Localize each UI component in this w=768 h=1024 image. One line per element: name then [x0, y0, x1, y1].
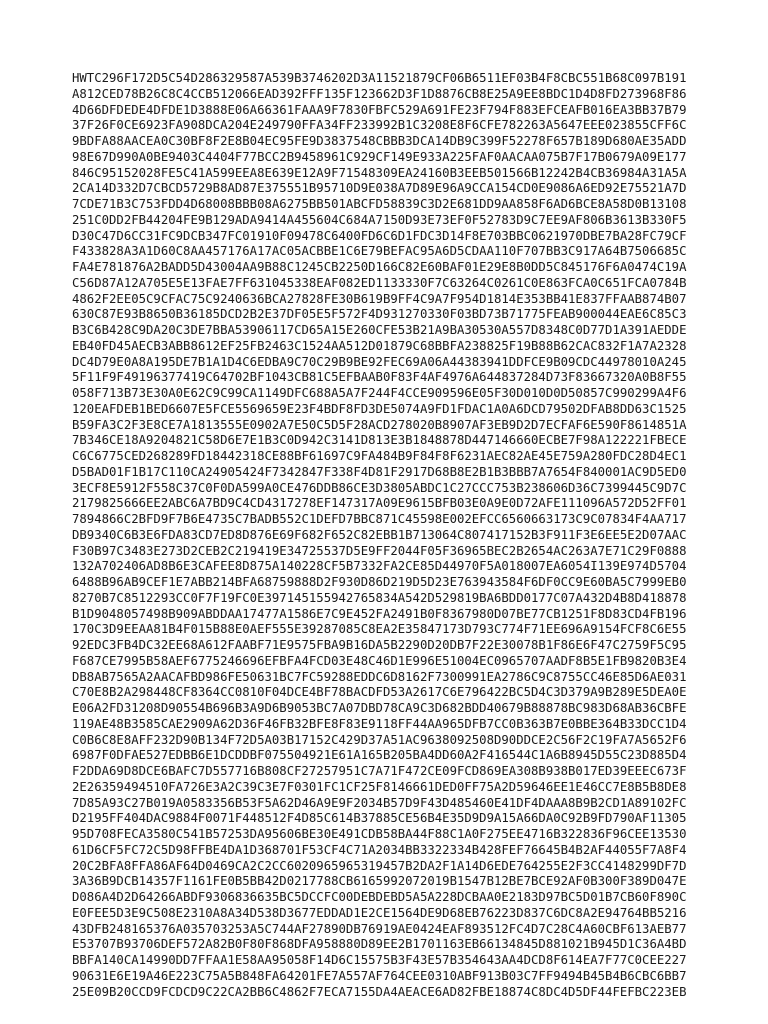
hex-line: D086A4D2D64266ABDF9306836635BC5DCCFC00DEBDEBD5A5A228DCBAA0E2183D97BC5D01B7CB60F890C: [72, 890, 687, 904]
hex-text-block: [72, 71, 702, 1000]
hex-line: EB40FD45AECB3ABB8612EF25FB2463C1524AA512D01879C68BBFA238825F19B88B62CAC832F1A7A2328: [72, 338, 687, 353]
hex-line: F687CE7995B58AEF6775246696EFBFA4FCD03E48C46D1E996E51004EC0965707AADF8B5E1FB9820B3E4: [72, 653, 687, 668]
hex-line: C70E8B2A298448CF8364CC0810F04DCE4BF78BACDFD53A2617C6E796422BC5D4C3D379A9B289E5DEA0E: [72, 685, 687, 700]
hex-line: 119AE48B3585CAE2909A62D36F46FB32BFE8F83E9118FF44AA965DFB7CC0B363B7E0BBE364B33DCC1D4: [72, 716, 687, 731]
hex-line: 7CDE71B3C753FDD4D68008BBB08A6275BB501ABCFD58839C3D2E681DD9AA858F6AD6BCE8A58D0B13108: [72, 197, 687, 211]
hex-line: C0B6C8E8AFF232D90B134F72D5A03B17152C429D37A51AC9638092508D90DDCE2C56F2C19FA7A5652F6: [72, 732, 687, 747]
hex-line: C56D87A12A705E5E13FAE7FF631045338EAF082ED1133330F7C63264C0261C0E863FCA0C651FCA0784B: [72, 275, 687, 290]
hex-line: 7D85A93C27B019A0583356B53F5A62D46A9E9F2034B57D9F43D485460E41DF4DAAA8B9B2CD1A89102FC: [72, 795, 687, 810]
hex-line: 2179825666EE2ABC6A7BD9C4CD4317278EF147317A09E9615BFB03E0A9E0D72AFE111096A572D52FF01: [72, 496, 687, 511]
hex-line: BBFA140CA14990DD7FFAA1E58AA95058F14D6C15575B3F43E57B354643AA4DCD8F614EA7F77C0CEE227: [72, 953, 687, 967]
hex-line: A812CED78B26C8C4CCB512066EAD392FFF135F123662D3F1D8876CB8E25A9EE8BDC1D4D8FD273968F86: [72, 86, 687, 101]
hex-line: D2195FF404DAC9884F0071F448512F4D85C614B37885CE56B4E35D9D9A15A66DA0C92B9FD790AF11305: [72, 811, 687, 826]
hex-line: B59FA3C2F3E8CE7A1813555E0902A7E50C5D5F28ACD278020B8907AF3EB9D2D7ECFAF6E590F8614851A: [72, 417, 687, 432]
hex-line: 3A36B9DCB14357F1161FE0B5BB42D0217788CB6165992072019B1547B12BE7BCE92AF0B300F389D047E: [72, 874, 687, 889]
hex-line: FA4E781876A2BADD5D43004AA9B88C1245CB2250D166C82E60BAF01E29E8B0DD5C845176F6A0474C19A: [72, 260, 687, 274]
hex-line: 7B346CE18A9204821C58D6E7E1B3C0D942C3141D813E3B1848878D447146660ECBE7F98A122221FBECE: [72, 433, 687, 448]
hex-line: 20C2BFA8FFA86AF64D0469CA2C2CC6020965965319457B2DA2F1A14D6EDE764255E2F3CC4148299DF7D: [72, 858, 687, 873]
hex-line: DB9340C6B3E6FDA83CD7ED8D876E69F682F652C82EBB1B713064C807417152B3F911F3E6EE5E2D07AAC: [72, 527, 687, 542]
hex-line: C6C6775CED268289FD18442318CE88BF61697C9FA484B9F84F8F6231AEC82AE45E759A280FDC28D4EC1: [72, 449, 687, 463]
hex-line: DB8AB7565A2AACAFBD986FE50631BC7FC59288EDDC6D8162F7300991EA2786C9C8755CC46E85D6AE031: [72, 669, 687, 684]
hex-line: 846C95152028FE5C41A599EEA8E639E12A9F71548309EA24160B3EEB501566B12242B4CB36984A31A5A: [72, 165, 687, 180]
hex-line: 95D708FECA3580C541B57253DA95606BE30E491CDB58BA44F88C1A0F275EE4716B322836F96CEE13530: [72, 827, 687, 841]
hex-line: 5F11F9F49196377419C64702BF1043CB81C5EFBAAB0F83F4AF4976A644837284D73F83667320A0B8F55: [72, 370, 687, 385]
hex-line: 120EAFDEB1BED6607E5FCE5569659E23F4BDF8FD3DE5074A9FD1FDAC1A0A6DCD79502DFAB8DD63C1525: [72, 401, 687, 416]
hex-line: 37F26F0CE6923FA908DCA204E249790FFA34FF233992B1C3208E8F6CFE782263A5647EEE023855CFF6C: [72, 118, 687, 133]
hex-line: 8270B7C8512293CC0F7F19FC0E397145155942765834A542D529819BA6BDD0177C07A432D4B8D418878: [72, 590, 687, 605]
hex-line: 6488B96AB9CEF1E7ABB214BFA68759888D2F930D86D219D5D23E763943584F6DF0CC9E60BA5C7999EB0: [72, 575, 687, 589]
hex-line: E06A2FD31208D90554B696B3A9D6B9053BC7A07DBD78CA9C3D682BDD40679B88878BC983D68AB36CBFE: [72, 701, 687, 715]
hex-line: E53707B93706DEF572A82B0F80F868DFA958880D89EE2B1701163EB66134845D881021B945D1C36A4BD: [72, 937, 687, 952]
hex-line: 132A702406AD8B6E3CAFEE8D875A140228CF5B7332FA2CE85D44970F5A018007EA6054I139E974D5704: [72, 559, 687, 574]
hex-line: E0FEE5D3E9C508E2310A8A34D538D3677EDDAD1E2CE1564DE9D68EB76223D837C6DC8A2E94764BB5216: [72, 905, 687, 920]
hex-line: F433828A3A1D60C8AA457176A17AC05ACBBE1C6E79BEFAC95A6D5CDAA110F707BB3C917A64B7506685C: [72, 244, 687, 259]
hex-line: 251C0DD2FB44204FE9B129ADA9414A455604C684A7150D93E73EF0F52783D9C7EE9AF806B3613B330F5: [72, 212, 687, 227]
hex-line: 61D6CF5FC72C5D98FFBE4DA1D368701F53CF4C71A2034BB3322334B428FEF76645B4B2AF44055F7A8F4: [72, 842, 687, 857]
hex-line: B1D9048057498B909ABDDAA17477A1586E7C9E452FA2491B0F8367980D07BE77CB1251F8D83CD4FB196: [72, 606, 687, 621]
hex-line: 90631E6E19A46E223C75A5B848FA64201FE7A557AF764CEE0310ABF913B03C7FF9494B45B4B6CBC6BB7: [72, 968, 687, 983]
hex-line: DC4D79E0A8A195DE7B1A1D4C6EDBA9C70C29B9BE92FEC69A06A44383941DDFCE9B09CDC44978010A245: [72, 354, 687, 369]
hex-line: D5BAD01F1B17C110CA24905424F7342847F338F4D81F2917D68B8E2B1B3BBB7A7654F840001AC9D5ED0: [72, 464, 687, 479]
hex-line: F30B97C3483E273D2CEB2C219419E34725537D5E9FF2044F05F36965BEC2B2654AC263A7E71C29F0888: [72, 543, 687, 558]
hex-line: D30C47D6CC31FC9DCB347FC01910F09478C6400FD6C6D1FDC3D14F8E703BBC0621970DBE7BA28FC79CF: [72, 228, 687, 243]
hex-line: 630C87E93B8650B36185DCD2B2E37DF05E5F572F4D931270330F03BD73B71775FEAB900044EAE6C85C3: [72, 307, 687, 322]
hex-line: 3ECF8E5912F558C37C0F0DA599A0CE476DDB86CE3D3805ABDC1C27CCC753B238606D36C7399445C9D7C: [72, 480, 687, 495]
hex-line: 058F713B73E30A0E62C9C99CA1149DFC688A5A7F244F4CCE909596E05F30D010D0D50857C990299A4F6: [72, 386, 687, 400]
hex-line: 4862F2EE05C9CFAC75C9240636BCA27828FE30B619B9FF4C9A7F954D1814E353BB41E837FFAAB874B07: [72, 291, 687, 306]
hex-line: 2E26359494510FA726E3A2C39C3E7F0301FC1CF25F8146661DED0FF75A2D59646EE1E46CC7E8B5B8DE8: [72, 779, 687, 794]
hex-line: 25E09B20CCD9FCDCD9C22CA2BB6C4862F7ECA7155DA4AEACE6AD82FBE18874C8DC4D5DF44FEFBC223EB: [72, 984, 687, 999]
hex-line: 2CA14D332D7CBCD5729B8AD87E375551B95710D9E038A7D89E96A9CCA154CD0E9086A6ED92E75521A7D: [72, 181, 687, 196]
hex-line: 4D66DFDEDE4DFDE1D3888E06A66361FAAA9F7830FBFC529A691FE23F794F883EFCEAFB016EA3BB37B79: [72, 102, 687, 117]
hex-line: B3C6B428C9DA20C3DE7BBA53906117CD65A15E260CFE53B21A9BA30530A557D8348C0D77D1A391AEDDE: [72, 323, 687, 337]
hex-line: 98E67D990A0BE9403C4404F77BCC2B9458961C929CF149E933A225FAF0AACAA075B7F17B0679A09E177: [72, 149, 687, 164]
hex-line: 170C3D9EEAA81B4F015B88E0AEF555E39287085C8EA2E35847173D793C774F71EE696A9154FCF8C6E55: [72, 622, 687, 637]
hex-line: HWTC296F172D5C54D286329587A539B3746202D3A11521879CF06B6511EF03B4F8CBC551B68C097B191: [72, 71, 687, 85]
hex-line: 92EDC3FB4DC32EE68A612FAABF71E9575FBA9B16DA5B2290D20DB7F22E30078B1F86E6F47C2759F5C95: [72, 638, 687, 652]
hex-line: 7894866C2BFD9F7B6E4735C7BADB552C1DEFD7BBC871C45598E002EFCC6560663173C9C07834F4AA717: [72, 512, 687, 526]
hex-line: 6987F0DFAE527EDBB6E1DCDDBF075504921E61A165B205BA4DD60A2F416544C1A6B8945D55C23D885D4: [72, 748, 687, 763]
hex-line: F2DDA69D8DCE6BAFC7D557716B808CF27257951C7A71F472CE09FCD869EA308B938B017ED39EEEC673F: [72, 764, 687, 778]
hex-line: 9BDFA88AACEA0C30BF8F2E8B04EC95FE9D3837548CBBB3DCA14DB9C399F52278F657B189D680AE35ADD: [72, 134, 687, 148]
hex-line: 43DFB248165376A035703253A5C744AF27890DB76919AE0424EAF893512FC4D7C28C4A60CBF613AEB77: [72, 921, 687, 936]
